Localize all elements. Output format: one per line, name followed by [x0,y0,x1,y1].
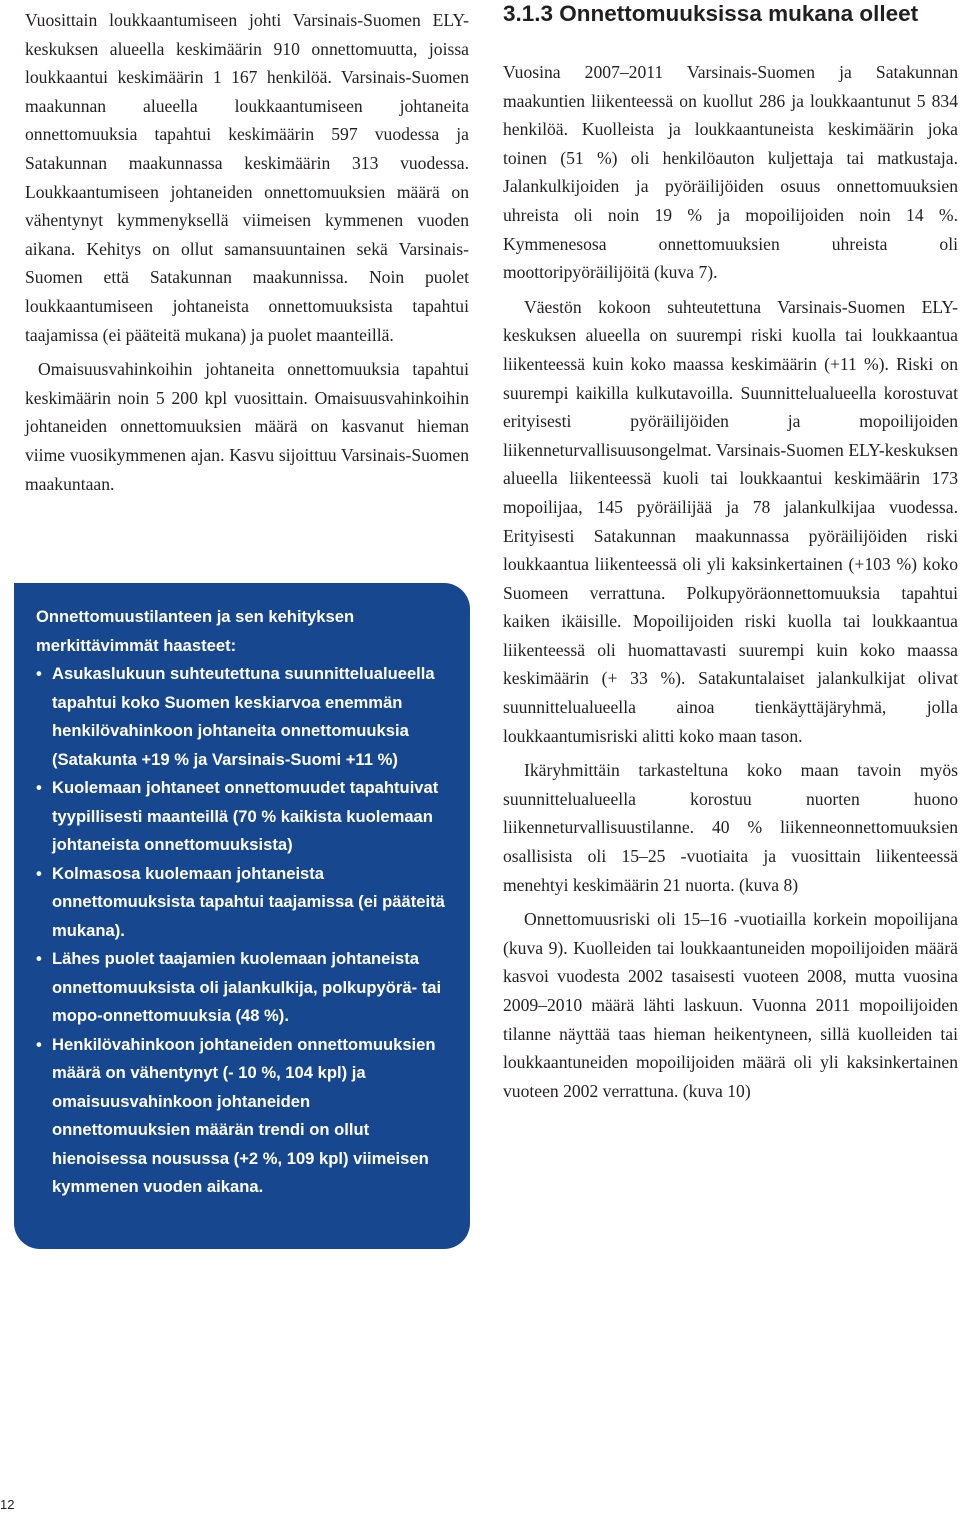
list-item [36,660,452,774]
left-column [25,6,469,498]
left-paragraph-2: Omaisuusvahinkoihin johtaneita onnettomuuksia tapahtui keskimäärin noin 5 200 kpl vuosittain. Omaisuusvahinkoihin johtaneiden onnettomuuksien määrä on kasvanut hieman viime vuosikymmenen ajan. Kasvu sijoittuu Varsinais-Suomen maakuntaan. [25,359,469,494]
left-paragraph-1: Vuosittain loukkaantumiseen johti Varsinais-Suomen ELY-keskuksen alueella keskimäärin 910 onnettomuutta, joissa loukkaantui keskimäärin 1 167 henkilöä. Varsinais-Suomen maakunnan alueella loukkaantumiseen johtaneita onnettomuuksia tapahtui keskimäärin 597 vuodessa ja Satakunnan maakunnassa keskimäärin 313 vuodessa. Loukkaantumiseen johtaneiden onnettomuuksien määrä on vähentynyt kymmenyksellä viimeisen kymmenen vuoden aikana. Kehitys on ollut samansuuntainen sekä Varsinais-Suomen että Satakunnan maakunnissa. Noin puolet loukkaantumiseen johtaneista onnettomuuksista tapahtui taajamissa (ei pääteitä mukana) ja puolet maanteillä. [25,10,469,345]
list-item [36,1031,452,1202]
list-item-text: Lähes puolet taajamien kuolemaan johtaneista onnettomuuksista oli jalankulkija, polkupyörä- tai mopo-onnettomuuksia (48 %). [52,949,442,1025]
list-item-text: Asukaslukuun suhteutettuna suunnittelualueella tapahtui koko Suomen keskiarvoa enemmän henkilövahinkoon johtaneita onnettomuuksia (Satakunta +19 % ja Varsinais-Suomi +11 %) [52,664,435,769]
bullet-icon: • [36,949,42,968]
list-item [36,860,452,946]
right-paragraph-1: Vuosina 2007–2011 Varsinais-Suomen ja Satakunnan maakuntien liikenteessä on kuollut 286 ja loukkaantunut 5 834 henkilöä. Kuolleista ja loukkaantuneista keskimäärin joka toinen (51 %) oli henkilöauton kuljettaja tai matkustaja. Jalankulkijoiden ja pyöräilijöiden osuus onnettomuuksien uhreista oli noin 19 % ja mopoilijoiden noin 14 %. Kymmenesosa onnettomuuksien uhreista oli moottoripyöräilijöitä (kuva 7). [503,62,958,283]
bullet-icon: • [36,863,42,883]
bullet-icon: • [36,1034,42,1054]
bullet-icon: • [36,778,42,797]
list-item [36,774,452,860]
right-paragraph-4: Onnettomuusriski oli 15–16 -vuotiailla korkein mopoilijana (kuva 9). Kuolleiden tai loukkaantuneiden mopoilijoiden määrä kasvoi vuodesta 2002 tasaisesti vuoteen 2008, mutta vuosina 2009–2010 määrä lähti laskuun. Vuonna 2011 mopoilijoiden tilanne näyttää taas hieman heikentyneen, sillä kuolleiden tai loukkaantuneiden mopoilijoiden määrä oli yli kaksinkertainen vuoteen 2002 verrattuna. (kuva 10) [503,909,958,1101]
right-paragraph-2: Väestön kokoon suhteutettuna Varsinais-Suomen ELY-keskuksen alueella on suurempi riski kuolla tai loukkaantua liikenteessä kuin koko maassa keskimäärin (+11 %). Riski on suurempi kaikilla kulkutavoilla. Suunnittelualueella korostuvat erityisesti pyöräilijöiden ja mopoilijoiden liikenneturvallisuusongelmat. Varsinais-Suomen ELY-keskuksen alueella liikenteessä kuoli tai loukkaantui keskimäärin 173 mopoilijaa, 145 pyöräilijää ja 78 jalankulkijaa vuodessa. Erityisesti Satakunnan maakunnassa pyöräilijöiden riski loukkaantua liikenteessä oli yli kaksinkertainen (+103 %) koko Suomeen verrattuna. Polkupyöräonnettomuuksia tapahtui kaiken ikäisille. Mopoilijoiden riski kuolla tai loukkaantua liikenteessä oli huomattavasti suurempi kuin koko maassa keskimäärin (+ 33 %). Satakuntalaiset jalankulkijat olivat suunnittelualueella ainoa tienkäyttäjäryhmä, jolla loukkaantumisriski alitti koko maan tason. [503,296,958,746]
list-item [36,945,452,1031]
challenges-list [36,660,452,1202]
bullet-icon: • [36,664,42,683]
section-heading: 3.1.3 Onnettomuuksissa mukana olleet [503,1,919,26]
right-paragraph-3: Ikäryhmittäin tarkasteltuna koko maan tavoin myös suunnittelualueella korostuu nuorten huono liikenneturvallisuustilanne. 40 % liikenneonnettomuuksien osallisista oli 15–25 -vuotiaita ja vuosittain liikenteessä menehtyi keskimäärin 21 nuorta. (kuva 8) [503,760,958,895]
list-item-text: Henkilövahinkoon johtaneiden onnettomuuksien määrä on vähentynyt (- 10 %, 104 kpl) ja omaisuusvahinkoon johtaneiden onnettomuuksien määrän trendi on ollut hienoisessa nousussa (+2 %, 109 kpl) viimeisen kymmenen vuoden aikana. [52,1034,436,1196]
list-item-text: Kolmasosa kuolemaan johtaneista onnettomuuksista tapahtui taajamissa (ei pääteitä mukana). [52,863,445,940]
challenges-box [14,583,470,1249]
box-title: Onnettomuustilanteen ja sen kehityksen merkittävimmät haasteet: [36,607,355,655]
page-number: 12 [0,1497,15,1512]
right-column [503,0,958,1105]
list-item-text: Kuolemaan johtaneet onnettomuudet tapahtuivat tyypillisesti maanteillä (70 % kaikista kuolemaan johtaneista onnettomuuksista) [52,778,439,854]
